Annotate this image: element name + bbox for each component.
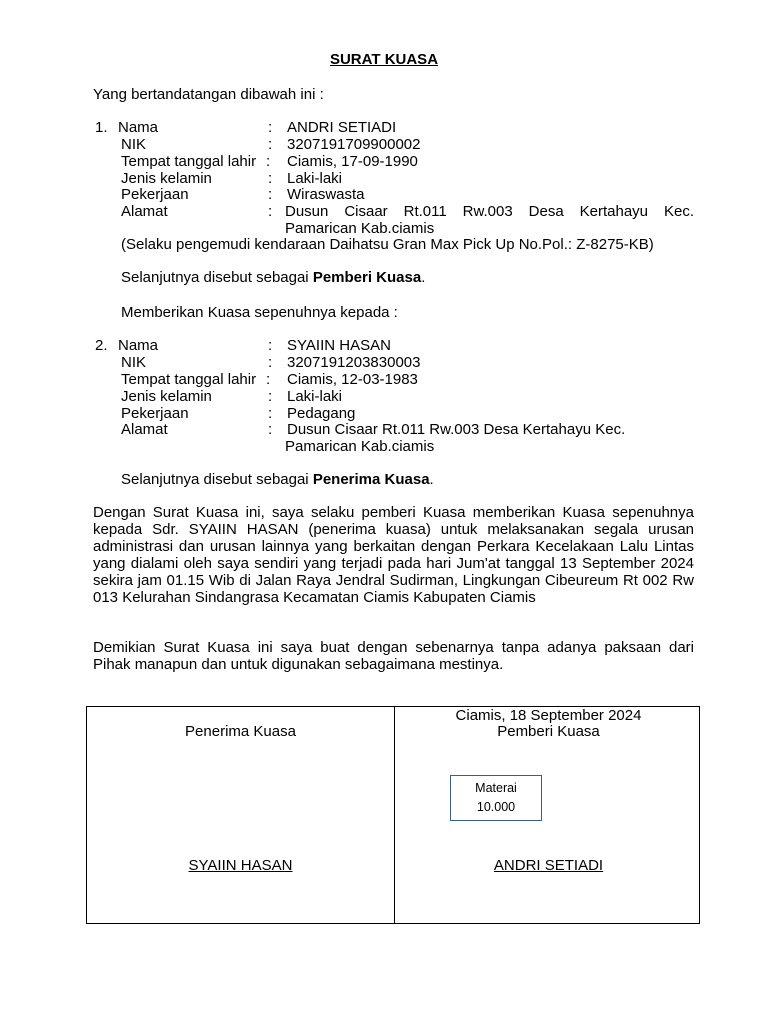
item-number: 1.	[95, 119, 108, 136]
colon: :	[268, 421, 273, 438]
colon: :	[268, 186, 273, 203]
statement-prefix: Selanjutnya disebut sebagai	[121, 269, 313, 286]
penerima-alamat-line1: Dusun Cisaar Rt.011 Rw.003 Desa Kertahayu Kec.	[287, 421, 626, 438]
body-paragraph: Dengan Surat Kuasa ini, saya selaku pemberi Kuasa memberikan Kuasa sepenuhnya kepada Sdr. SYAIIN HASAN (penerima kuasa) untuk melaksanakan segala urusan administrasi dan urusan lainnya yang berkaitan dengan Perkara Kecelakaan Lalu Lintas yang dialami oleh saya sendiri yang terjadi pada hari Jum'at tanggal 13 September 2024 sekira jam 01.15 Wib di Jalan Raya Jendral Sudirman, Lingkungan Cibeureum Rt 002 Rw 013 Kelurahan Sindangrasa Kecamatan Ciamis Kabupaten Ciamis	[93, 504, 694, 606]
pemberi-signature-cell	[395, 707, 702, 923]
pemberi-kuasa-statement	[121, 269, 425, 286]
pemberi-jenis-kelamin: Laki-laki	[287, 170, 343, 187]
colon: :	[266, 371, 271, 388]
label-alamat: Alamat	[121, 203, 168, 220]
label-nama: Nama	[118, 337, 159, 354]
pemberi-ttl: Ciamis, 17-09-1990	[287, 153, 418, 170]
item-number: 2.	[95, 337, 108, 354]
document-title: SURAT KUASA	[329, 51, 439, 68]
statement-suffix: .	[421, 269, 426, 286]
pemberi-signature-name: ANDRI SETIADI	[493, 857, 604, 874]
colon: :	[268, 337, 273, 354]
colon: :	[268, 119, 273, 136]
penerima-nama: SYAIIN HASAN	[287, 337, 391, 354]
signature-table	[86, 706, 700, 924]
intro-text: Yang bertandatangan dibawah ini :	[93, 86, 324, 103]
statement-suffix: .	[429, 471, 434, 488]
label-jenis-kelamin: Jenis kelamin	[121, 388, 212, 405]
colon: :	[268, 203, 273, 220]
materai-value: 10.000	[476, 800, 516, 814]
colon: :	[268, 354, 273, 371]
label-jenis-kelamin: Jenis kelamin	[121, 170, 212, 187]
label-pekerjaan: Pekerjaan	[121, 405, 189, 422]
penerima-jenis-kelamin: Laki-laki	[287, 388, 343, 405]
penerima-ttl: Ciamis, 12-03-1983	[287, 371, 418, 388]
penerima-kuasa-statement	[121, 471, 434, 488]
colon: :	[268, 170, 273, 187]
penerima-heading: Penerima Kuasa	[185, 723, 296, 740]
colon: :	[268, 136, 273, 153]
pemberi-pekerjaan: Wiraswasta	[287, 186, 365, 203]
colon: :	[268, 405, 273, 422]
label-alamat: Alamat	[121, 421, 168, 438]
label-pekerjaan: Pekerjaan	[121, 186, 189, 203]
penerima-pekerjaan: Pedagang	[287, 405, 356, 422]
pemberi-nik: 3207191709900002	[287, 136, 421, 153]
penerima-name-wrap	[87, 857, 394, 874]
penerima-signature-cell	[87, 707, 394, 923]
place-date: Ciamis, 18 September 2024	[455, 707, 642, 724]
closing-paragraph: Demikian Surat Kuasa ini saya buat dengan sebenarnya tanpa adanya paksaan dari Pihak manapun dan untuk digunakan sebagaimana mestinya.	[93, 639, 694, 673]
colon: :	[266, 153, 271, 170]
colon: :	[268, 388, 273, 405]
memberikan-text: Memberikan Kuasa sepenuhnya kepada :	[121, 304, 398, 321]
label-ttl: Tempat tanggal lahir	[121, 153, 257, 170]
label-nik: NIK	[121, 354, 147, 371]
pemberi-heading: Pemberi Kuasa	[497, 723, 600, 740]
statement-role: Penerima Kuasa	[312, 471, 430, 488]
statement-role: Pemberi Kuasa	[312, 269, 422, 286]
pemberi-note: (Selaku pengemudi kendaraan Daihatsu Gran Max Pick Up No.Pol.: Z-8275-KB)	[121, 236, 654, 253]
label-ttl: Tempat tanggal lahir	[121, 371, 257, 388]
pemberi-alamat-line1: Dusun Cisaar Rt.011 Rw.003 Desa Kertahayu Kec.	[285, 203, 694, 220]
penerima-alamat-line2: Pamarican Kab.ciamis	[285, 438, 435, 455]
pemberi-nama: ANDRI SETIADI	[287, 119, 397, 136]
pemberi-name-wrap	[395, 857, 702, 874]
penerima-signature-name: SYAIIN HASAN	[188, 857, 293, 874]
materai-label: Materai	[475, 781, 517, 795]
pemberi-alamat-line2: Pamarican Kab.ciamis	[285, 220, 435, 237]
label-nik: NIK	[121, 136, 147, 153]
penerima-nik: 3207191203830003	[287, 354, 421, 371]
label-nama: Nama	[118, 119, 159, 136]
statement-prefix: Selanjutnya disebut sebagai	[121, 471, 313, 488]
materai-stamp-box	[450, 775, 542, 821]
